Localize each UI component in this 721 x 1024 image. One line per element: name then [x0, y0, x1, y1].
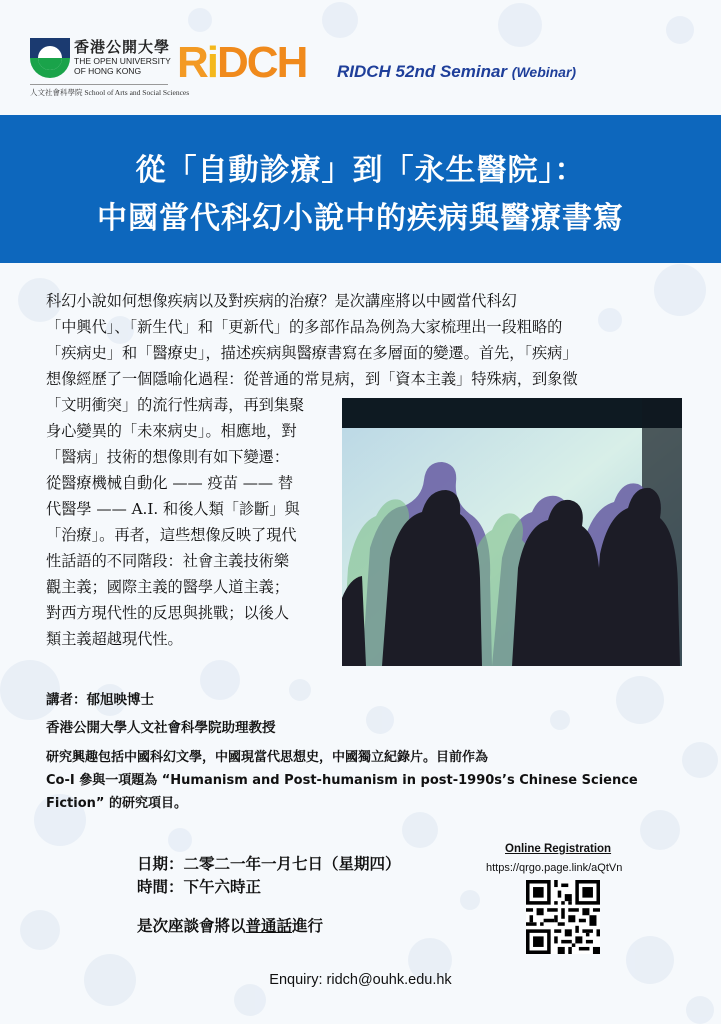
registration-link[interactable]: https://qrgo.page.link/aQtVn — [486, 862, 623, 874]
open-university-emblem-icon — [30, 38, 70, 78]
seminar-name: RIDCH 52nd Seminar — [337, 62, 508, 81]
abstract-line: 「中興代」、「新生代」和「更新代」的多部作品為例為大家梳理出一段粗略的 — [46, 318, 563, 336]
abstract-line: 性話語的不同階段：社會主義技術樂 — [46, 552, 289, 570]
abstract-line: 身心變異的「未來病史」。相應地，對 — [46, 422, 297, 440]
abstract-line: 「疾病史」和「醫療史」，描述疾病與醫療書寫在多層面的變遷。首先，「疾病」 — [46, 344, 578, 362]
university-name-en: THE OPEN UNIVERSITY OF HONG KONG — [74, 56, 171, 76]
abstract-line: 科幻小說如何想像疾病以及對疾病的治療？是次講座將以中國當代科幻 — [46, 292, 517, 310]
event-time: 時間：下午六時正 — [137, 878, 262, 896]
speaker-title: 香港公開大學人文社會科學院助理教授 — [46, 720, 276, 736]
abstract-line: 「治療」。再者，這些想像反映了現代 — [46, 526, 297, 544]
open-university-logo — [30, 38, 190, 98]
title-line-2: 中國當代科幻小說中的疾病與醫療書寫 — [97, 201, 624, 236]
abstract-line: 想像經歷了一個隱喻化過程：從普通的常見病，到「資本主義」特殊病，到象徵 — [46, 370, 578, 388]
research-line: Co-I 參與一項題為 “Humanism and Post-humanism in post-1990s’s Chinese Science — [46, 773, 638, 788]
title-banner — [0, 115, 721, 263]
research-line: Fiction” 的研究項目。 — [46, 796, 187, 811]
abstract-line: 從醫療機械自動化 —— 疫苗 —— 替 — [46, 474, 294, 492]
language-name: 普通話 — [245, 917, 293, 935]
language-note — [137, 914, 323, 936]
university-name-zh: 香港公開大學 — [74, 38, 171, 56]
seminar-title — [337, 62, 576, 82]
silhouettes-photo — [342, 398, 682, 666]
speaker-name: 講者：郁旭映博士 — [46, 692, 154, 708]
abstract-line: 代醫學 —— A.I. 和後人類「診斷」與 — [46, 500, 300, 518]
qr-code-icon[interactable] — [526, 880, 600, 954]
school-name: 人文社會科學院 School of Arts and Social Sciences — [30, 84, 168, 98]
abstract-line: 類主義超越現代性。 — [46, 630, 183, 648]
title-line-1: 從「自動診療」到「永生醫院」： — [135, 153, 586, 188]
event-date: 日期：二零二一年一月七日（星期四） — [137, 855, 401, 873]
seminar-type: (Webinar) — [511, 64, 577, 80]
language-prefix: 是次座談會將以 — [137, 917, 246, 935]
enquiry-contact[interactable]: Enquiry: ridch@ouhk.edu.hk — [269, 972, 452, 988]
abstract-line: 「文明衝突」的流行性病毒，再到集聚 — [46, 396, 305, 414]
registration-title: Online Registration — [505, 843, 612, 855]
research-line: 研究興趣包括中國科幻文學，中國現當代思想史，中國獨立紀錄片。目前作為 — [46, 750, 489, 765]
abstract-line: 對西方現代性的反思與挑戰；以後人 — [46, 604, 289, 622]
ridch-logo: RiDCH — [177, 38, 307, 87]
language-suffix: 進行 — [292, 917, 324, 935]
abstract-line: 觀主義；國際主義的醫學人道主義； — [46, 578, 289, 596]
abstract-line: 「醫病」技術的想像則有如下變遷： — [46, 448, 289, 466]
